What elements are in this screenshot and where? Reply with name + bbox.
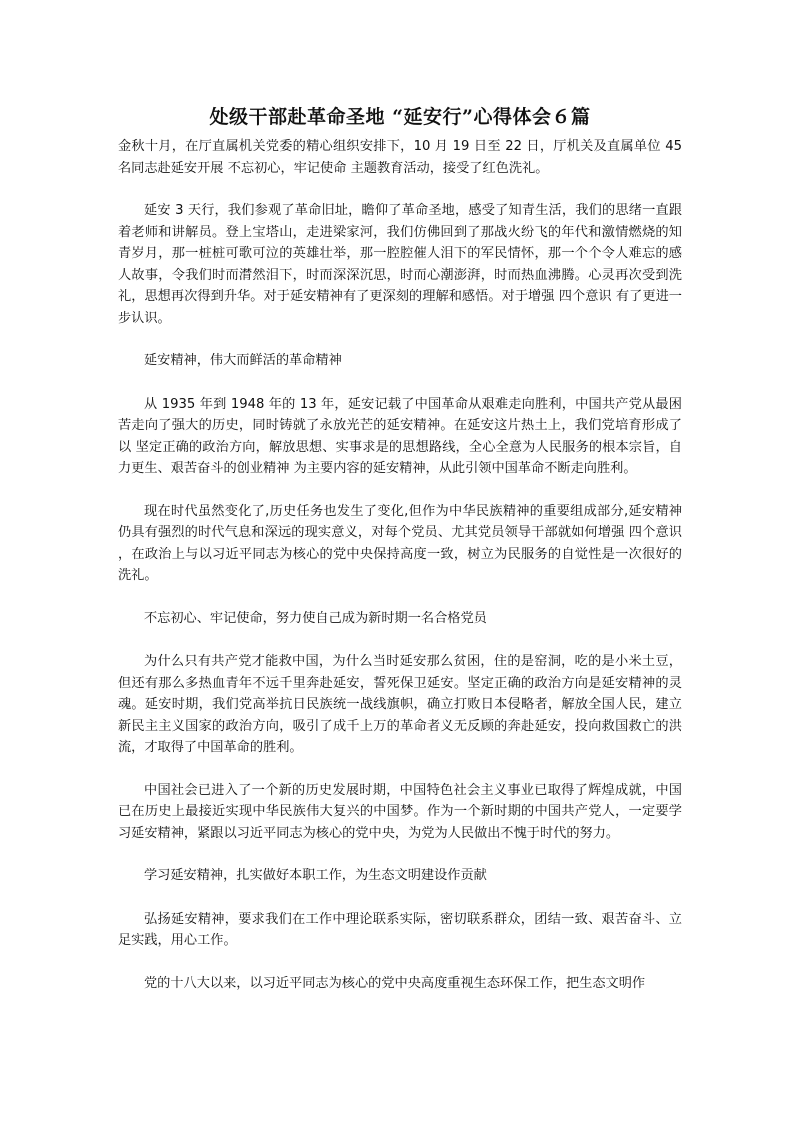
section-heading: 学习延安精神，扎实做好本职工作，为生态文明建设作贡献 (144, 868, 487, 883)
body-paragraph: 弘扬延安精神，要求我们在工作中理论联系实际，密切联系群众，团结一致、艰苦奋斗、立足实践，用心工作。 (118, 911, 682, 948)
body-paragraph: 中国社会已进入了一个新的历史发展时期，中国特色社会主义事业已取得了辉煌成就，中国已在历史上最接近实现中华民族伟大复兴的中国梦。作为一个新时期的中国共产党人，一定要学习延安精神，紧跟以习近平同志为核心的党中央，为党为人民做出不愧于时代的努力。 (118, 782, 682, 841)
document-title: 处级干部赴革命圣地 “延安行”心得体会６篇 (209, 106, 591, 128)
body-paragraph: 党的十八大以来，以习近平同志为核心的党中央高度重视生态环保工作，把生态文明作 (144, 975, 646, 991)
body-paragraph: 现在时代虽然变化了,历史任务也发生了变化,但作为中华民族精神的重要组成部分,延安精神仍具有强烈的时代气息和深远的现实意义，对每个党员、尤其党员领导干部就如何增强 四个意识 ，在政治上与以习近平同志为核心的党中央保持高度一致，树立为民服务的自觉性是一次很好的洗礼。 (118, 503, 682, 583)
section-heading: 不忘初心、牢记使命，努力使自己成为新时期一名合格党员 (144, 610, 487, 626)
body-paragraph: 为什么只有共产党才能救中国，为什么当时延安那么贫困，住的是窑洞，吃的是小米土豆，但还有那么多热血青年不远千里奔赴延安，誓死保卫延安。坚定正确的政治方向是延安精神的灵魂。延安时期，我们党高举抗日民族统一战线旗帜，确立打败日本侵略者，解放全国人民，建立新民主主义国家的政治方向，吸引了成千上万的革命者义无反顾的奔赴延安，投向救国救亡的洪流，才取得了中国革命的胜利。 (118, 654, 682, 755)
intro-paragraph: 金秋十月，在厅直属机关党委的精心组织安排下，10 月 19 日至 22 日，厅机关及直属单位 45 名同志赴延安开展 不忘初心，牢记使命 主题教育活动，接受了红色洗礼。 (118, 139, 682, 176)
body-paragraph: 延安 3 天行，我们参观了革命旧址，瞻仰了革命圣地，感受了知青生活，我们的思绪一直跟着老师和讲解员。登上宝塔山，走进梁家河，我们仿佛回到了那战火纷飞的年代和激情燃烧的知青岁月，那一桩桩可歌可泣的英雄壮举，那一腔腔催人泪下的军民情怀，那一个个令人难忘的感人故事，令我们时而潸然泪下，时而深深沉思，时而心潮澎湃，时而热血沸腾。心灵再次受到洗礼，思想再次得到升华。对于延安精神有了更深刻的理解和感悟。对于增强 四个意识 有了更进一步认识。 (118, 203, 682, 326)
document-page (118, 102, 682, 1015)
body-paragraph: 从 1935 年到 1948 年的 13 年，延安记载了中国革命从艰难走向胜利，中国共产党从最困苦走向了强大的历史，同时铸就了永放光芒的延安精神。在延安这片热土上，我们党培育形成了以 坚定正确的政治方向，解放思想、实事求是的思想路线，全心全意为人民服务的根本宗旨，自力更生、艰苦奋斗的创业精神 为主要内容的延安精神，从此引领中国革命不断走向胜利。 (118, 396, 682, 476)
section-heading: 延安精神，伟大而鲜活的革命精神 (144, 353, 342, 368)
